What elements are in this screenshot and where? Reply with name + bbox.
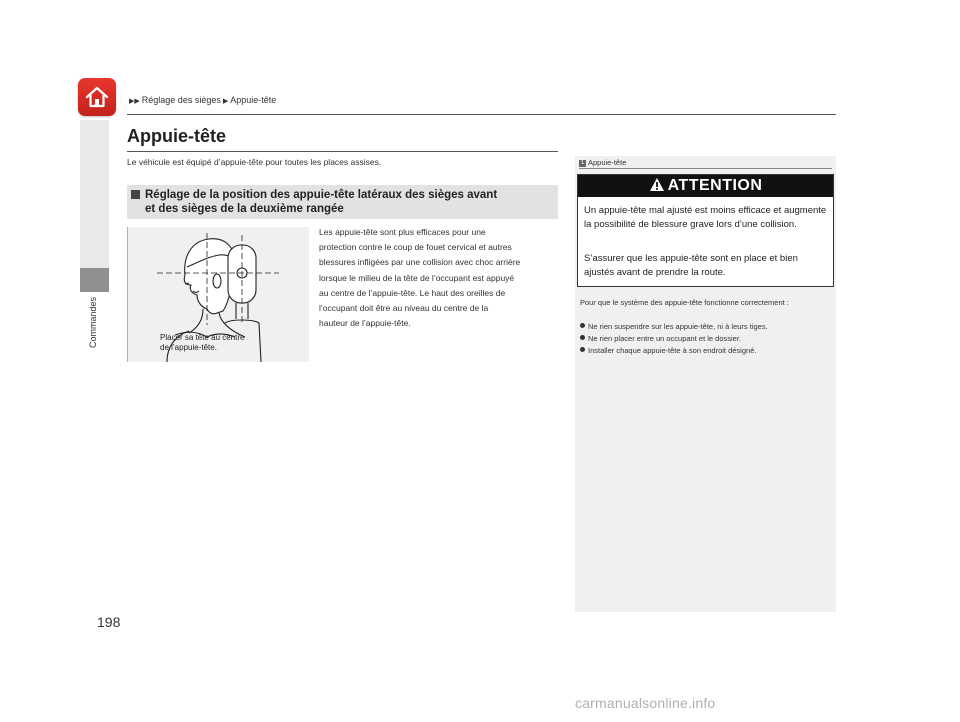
figure-caption xyxy=(160,333,280,353)
page-number: 198 xyxy=(97,614,121,630)
warning-title-text: ATTENTION xyxy=(667,177,763,194)
body-line: l’occupant doit être au niveau du centre de la xyxy=(319,303,489,314)
side-tab-label[interactable]: Commandes xyxy=(88,297,98,349)
breadcrumb-page-link[interactable]: Appuie-tête xyxy=(230,95,277,105)
breadcrumb-arrow-icon: ▶▶ xyxy=(129,98,140,105)
panel-divider xyxy=(579,168,832,169)
breadcrumb-section-link[interactable]: Réglage des sièges xyxy=(141,95,221,105)
body-line: Les appuie-tête sont plus efficaces pour une xyxy=(319,227,486,237)
figure-caption-line1: Placer sa tête au centre xyxy=(160,333,245,342)
section-title-line2: et des sièges de la deuxième rangée xyxy=(145,203,344,215)
body-line: protection contre le coup de fouet cervical et autres xyxy=(319,242,512,253)
body-line: hauteur de l’appuie-tête. xyxy=(319,318,411,329)
watermark: carmanualsonline.info xyxy=(575,695,716,711)
note-bullet xyxy=(580,346,756,355)
section-title-line1: Réglage de la position des appuie-tête latéraux des sièges avant xyxy=(145,189,498,201)
breadcrumb xyxy=(127,95,276,105)
title-divider xyxy=(127,151,558,152)
breadcrumb-arrow-icon: ▶ xyxy=(222,98,229,105)
body-text xyxy=(319,225,559,331)
note-bullet-text: Ne rien placer entre un occupant et le dossier. xyxy=(588,334,742,343)
warning-paragraph-2: S’assurer que les appuie-tête sont en place et bien ajustés avant de prendre la route. xyxy=(584,253,798,278)
panel-header-text: Appuie-tête xyxy=(588,158,627,167)
body-line: au centre de l’appuie-tête. Le haut des oreilles de xyxy=(319,287,506,298)
bullet-dot-icon xyxy=(580,347,585,352)
note-intro: Pour que le système des appuie-tête fonctionne correctement : xyxy=(580,298,789,307)
bullet-dot-icon xyxy=(580,335,585,340)
body-line: blessures infligées par une collision avec choc arrière xyxy=(319,257,521,268)
panel-header xyxy=(579,158,626,167)
note-bullet-text: Ne rien suspendre sur les appuie-tête, ni à leurs tiges. xyxy=(588,322,768,331)
note-bullet xyxy=(580,322,768,331)
warning-title xyxy=(578,175,833,197)
side-tab-marker xyxy=(80,268,109,292)
figure-caption-line2: de l’appuie-tête. xyxy=(160,343,217,352)
section-title xyxy=(145,188,555,216)
home-icon[interactable] xyxy=(78,78,116,116)
warning-paragraph-1: Un appuie-tête mal ajusté est moins efficace et augmente la possibilité de blessure grave lors d’une collision. xyxy=(584,205,827,230)
reference-tag-icon: 1 xyxy=(580,159,585,166)
header-divider xyxy=(127,114,836,115)
section-bullet-icon xyxy=(131,190,140,199)
side-bar xyxy=(80,120,109,268)
note-bullet xyxy=(580,334,741,343)
note-bullet-text: Installer chaque appuie-tête à son endroit désigné. xyxy=(588,346,757,355)
warning-triangle-icon xyxy=(649,177,665,192)
body-line: lorsque le milieu de la tête de l’occupant est appuyé xyxy=(319,272,515,283)
page-title: Appuie-tête xyxy=(127,126,226,146)
intro-text: Le véhicule est équipé d’appuie-tête pour toutes les places assises. xyxy=(127,157,382,167)
bullet-dot-icon xyxy=(580,323,585,328)
